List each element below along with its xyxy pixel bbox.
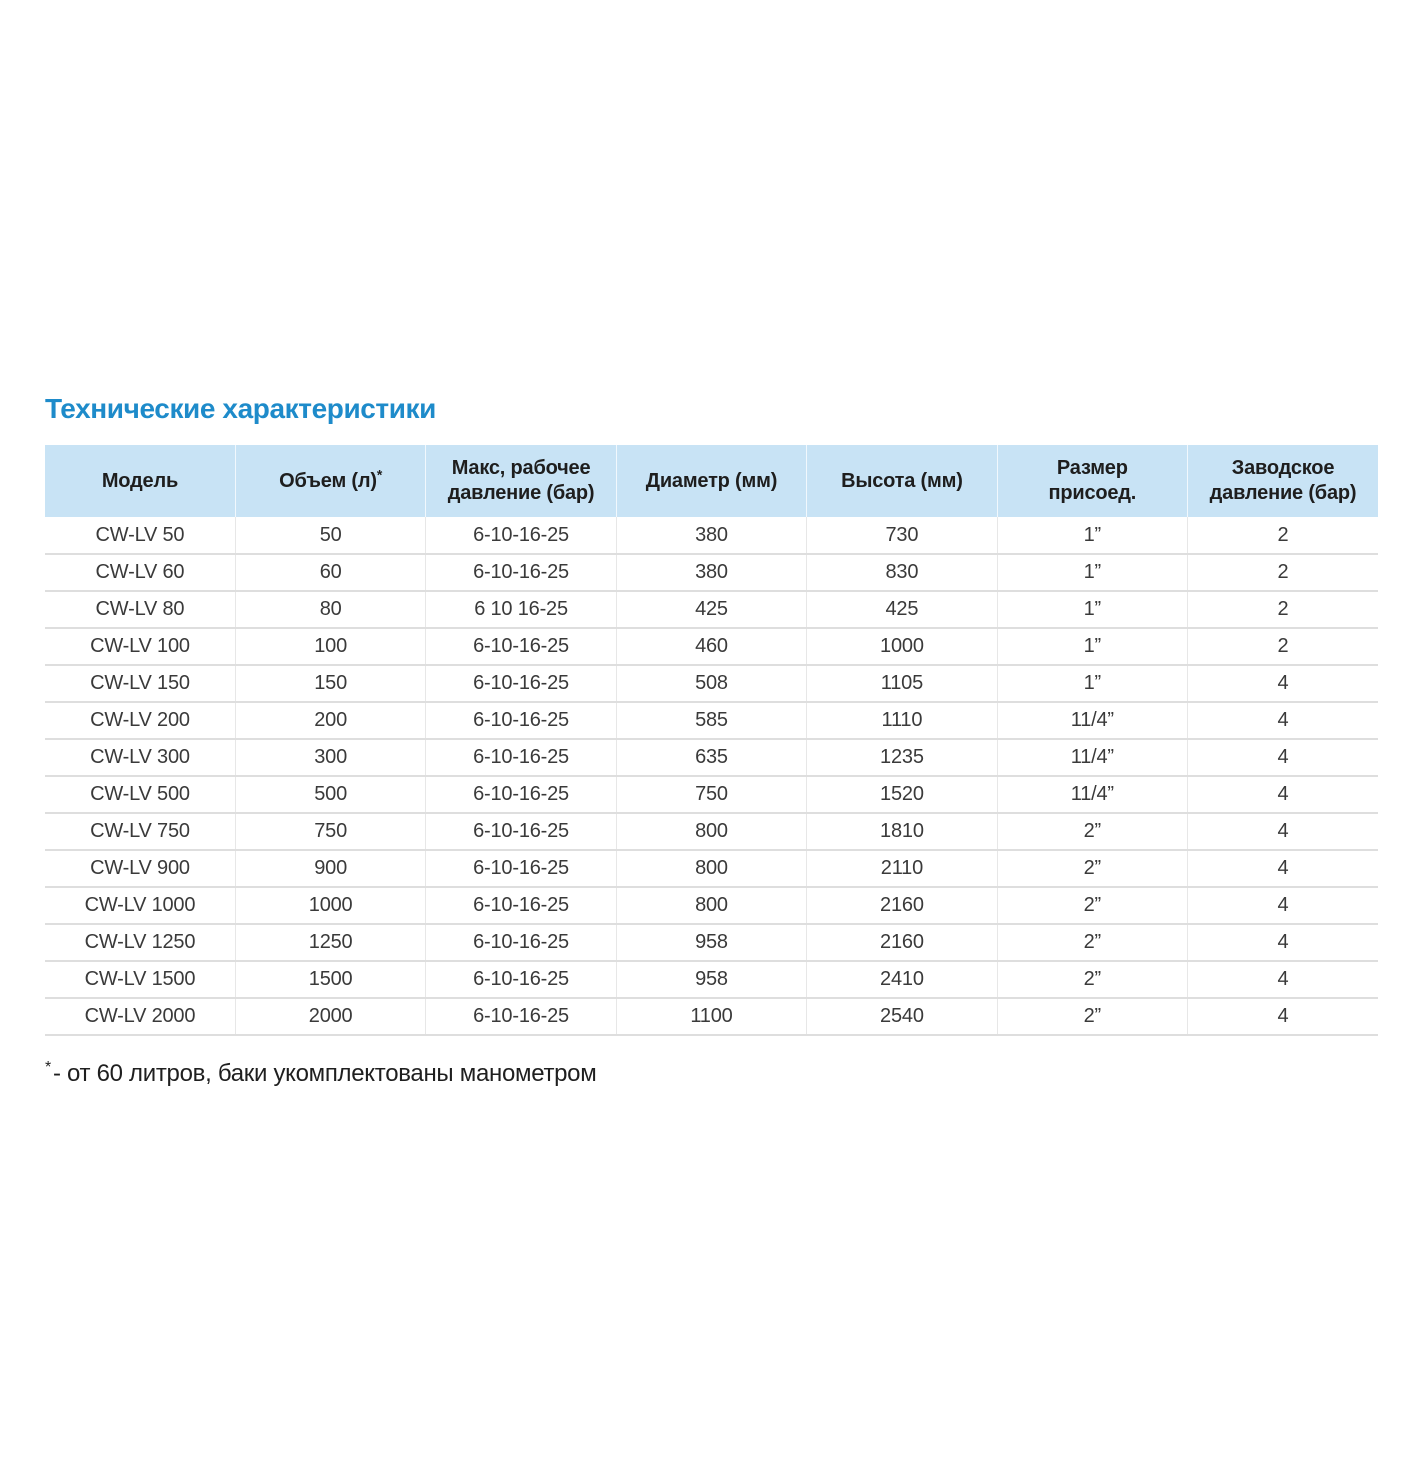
column-header-connection-size xyxy=(997,445,1187,517)
table-cell: 4 xyxy=(1188,850,1378,887)
table-cell: 585 xyxy=(616,702,806,739)
table-cell: CW-LV 300 xyxy=(45,739,235,776)
table-cell: 2540 xyxy=(807,998,997,1035)
table-cell: CW-LV 100 xyxy=(45,628,235,665)
table-cell: 11/4” xyxy=(997,702,1187,739)
table-cell: 50 xyxy=(235,517,425,554)
table-cell: 1235 xyxy=(807,739,997,776)
table-row xyxy=(45,924,1378,961)
table-body xyxy=(45,517,1378,1035)
column-header-factory-pressure xyxy=(1188,445,1378,517)
column-header-label: Диаметр (мм) xyxy=(645,469,778,492)
table-cell: 2110 xyxy=(807,850,997,887)
table-row xyxy=(45,850,1378,887)
table-cell: CW-LV 900 xyxy=(45,850,235,887)
table-cell: 4 xyxy=(1188,961,1378,998)
table-cell: 6-10-16-25 xyxy=(426,702,616,739)
spec-table-head xyxy=(45,445,1378,517)
table-cell: CW-LV 200 xyxy=(45,702,235,739)
column-header-label: Объем (л) xyxy=(279,469,377,492)
table-cell: 6-10-16-25 xyxy=(426,961,616,998)
table-row xyxy=(45,554,1378,591)
table-row xyxy=(45,813,1378,850)
table-cell: 1500 xyxy=(235,961,425,998)
table-cell: 425 xyxy=(807,591,997,628)
table-cell: 2000 xyxy=(235,998,425,1035)
table-cell: 6-10-16-25 xyxy=(426,665,616,702)
table-cell: 635 xyxy=(616,739,806,776)
table-cell: 4 xyxy=(1188,887,1378,924)
table-row xyxy=(45,998,1378,1035)
table-cell: 6-10-16-25 xyxy=(426,517,616,554)
table-cell: 2 xyxy=(1188,591,1378,628)
column-header-height xyxy=(807,445,997,517)
table-cell: CW-LV 50 xyxy=(95,523,185,546)
table-cell: 4 xyxy=(1188,702,1378,739)
column-header-label: Заводское давление (бар) xyxy=(1209,457,1357,504)
table-row xyxy=(45,739,1378,776)
table-cell: CW-LV 150 xyxy=(45,665,235,702)
table-cell: 730 xyxy=(807,517,997,554)
table-cell: 11/4” xyxy=(997,739,1187,776)
table-row xyxy=(45,961,1378,998)
table-cell: 2 xyxy=(1188,517,1378,554)
table-cell: 750 xyxy=(235,813,425,850)
table-row xyxy=(45,517,1378,554)
table-cell: 2” xyxy=(997,813,1187,850)
column-header-asterisk: * xyxy=(376,465,383,482)
table-cell: CW-LV 60 xyxy=(45,554,235,591)
table-cell: 460 xyxy=(616,628,806,665)
table-cell: 800 xyxy=(616,850,806,887)
column-header-label: Макс, рабочее давление (бар) xyxy=(447,457,595,504)
table-cell: 4 xyxy=(1188,998,1378,1035)
table-cell: 1” xyxy=(997,517,1187,554)
table-cell: 1810 xyxy=(807,813,997,850)
footnote-text: - от 60 литров, баки укомплектованы манометром xyxy=(52,1060,597,1087)
table-cell: 1” xyxy=(997,554,1187,591)
table-cell: 380 xyxy=(616,554,806,591)
table-cell: 2” xyxy=(997,961,1187,998)
table-cell: 300 xyxy=(235,739,425,776)
table-cell: 1105 xyxy=(807,665,997,702)
table-cell: CW-LV 500 xyxy=(45,776,235,813)
column-header-model xyxy=(45,445,235,517)
table-cell: 200 xyxy=(235,702,425,739)
footnote-asterisk: * xyxy=(45,1059,51,1076)
table-cell: 4 xyxy=(1188,776,1378,813)
table-cell: 1” xyxy=(997,628,1187,665)
table-cell: 2 xyxy=(1188,554,1378,591)
table-cell: 2” xyxy=(997,924,1187,961)
table-cell: 958 xyxy=(616,924,806,961)
table-cell: 2” xyxy=(997,998,1187,1035)
table-cell: 508 xyxy=(616,665,806,702)
content-area xyxy=(45,393,1378,1088)
table-cell: 2160 xyxy=(807,924,997,961)
table-row xyxy=(45,665,1378,702)
column-header-diameter xyxy=(616,445,806,517)
table-cell: 6 10 16-25 xyxy=(426,591,616,628)
table-cell: 1” xyxy=(997,591,1187,628)
table-cell: 900 xyxy=(235,850,425,887)
page-title: Технические характеристики xyxy=(45,393,436,424)
table-cell: 2” xyxy=(997,887,1187,924)
table-cell: 6-10-16-25 xyxy=(426,628,616,665)
table-cell: 1000 xyxy=(807,628,997,665)
table-row xyxy=(45,628,1378,665)
table-cell: CW-LV 1000 xyxy=(45,887,235,924)
table-cell: 2160 xyxy=(807,887,997,924)
table-cell: 830 xyxy=(807,554,997,591)
table-row xyxy=(45,591,1378,628)
table-cell: 100 xyxy=(235,628,425,665)
table-cell: 2410 xyxy=(807,961,997,998)
table-row xyxy=(45,776,1378,813)
table-cell: 6-10-16-25 xyxy=(426,924,616,961)
table-row xyxy=(45,887,1378,924)
spec-table xyxy=(45,445,1378,1036)
table-cell: 1250 xyxy=(235,924,425,961)
table-cell: 4 xyxy=(1188,665,1378,702)
table-cell: 6-10-16-25 xyxy=(426,776,616,813)
table-cell: CW-LV 2000 xyxy=(45,998,235,1035)
table-cell: CW-LV 1500 xyxy=(45,961,235,998)
column-header-label: Модель xyxy=(101,469,179,492)
table-cell: 500 xyxy=(235,776,425,813)
table-cell: 800 xyxy=(616,887,806,924)
table-cell: 6-10-16-25 xyxy=(426,887,616,924)
table-cell: 6-10-16-25 xyxy=(426,813,616,850)
column-header-volume xyxy=(235,445,425,517)
table-cell: CW-LV 80 xyxy=(45,591,235,628)
table-cell: 60 xyxy=(235,554,425,591)
table-cell: 6-10-16-25 xyxy=(426,850,616,887)
table-cell: 4 xyxy=(1188,813,1378,850)
table-cell: 380 xyxy=(616,517,806,554)
column-header-max-pressure xyxy=(426,445,616,517)
table-cell: 6-10-16-25 xyxy=(426,998,616,1035)
header-row xyxy=(45,445,1378,517)
table-cell: 2” xyxy=(997,850,1187,887)
table-cell: 1100 xyxy=(616,998,806,1035)
table-cell: 6-10-16-25 xyxy=(426,554,616,591)
table-cell: 150 xyxy=(235,665,425,702)
table-cell: 4 xyxy=(1188,739,1378,776)
table-cell: 2 xyxy=(1188,628,1378,665)
table-cell: 958 xyxy=(616,961,806,998)
table-cell: 425 xyxy=(616,591,806,628)
table-cell: 1” xyxy=(997,665,1187,702)
table-cell: CW-LV 750 xyxy=(45,813,235,850)
table-cell: 1110 xyxy=(807,702,997,739)
table-cell: 80 xyxy=(235,591,425,628)
footnote xyxy=(45,1060,1378,1088)
table-cell: 1000 xyxy=(235,887,425,924)
table-cell: 11/4” xyxy=(997,776,1187,813)
table-cell: 4 xyxy=(1188,924,1378,961)
table-cell: CW-LV 1250 xyxy=(45,924,235,961)
table-cell: 6-10-16-25 xyxy=(426,739,616,776)
table-cell: 1520 xyxy=(807,776,997,813)
table-cell: 800 xyxy=(616,813,806,850)
column-header-label: Высота (мм) xyxy=(841,469,963,492)
column-header-label: Размер присоед. xyxy=(1048,457,1137,504)
table-row xyxy=(45,702,1378,739)
table-cell: 750 xyxy=(616,776,806,813)
